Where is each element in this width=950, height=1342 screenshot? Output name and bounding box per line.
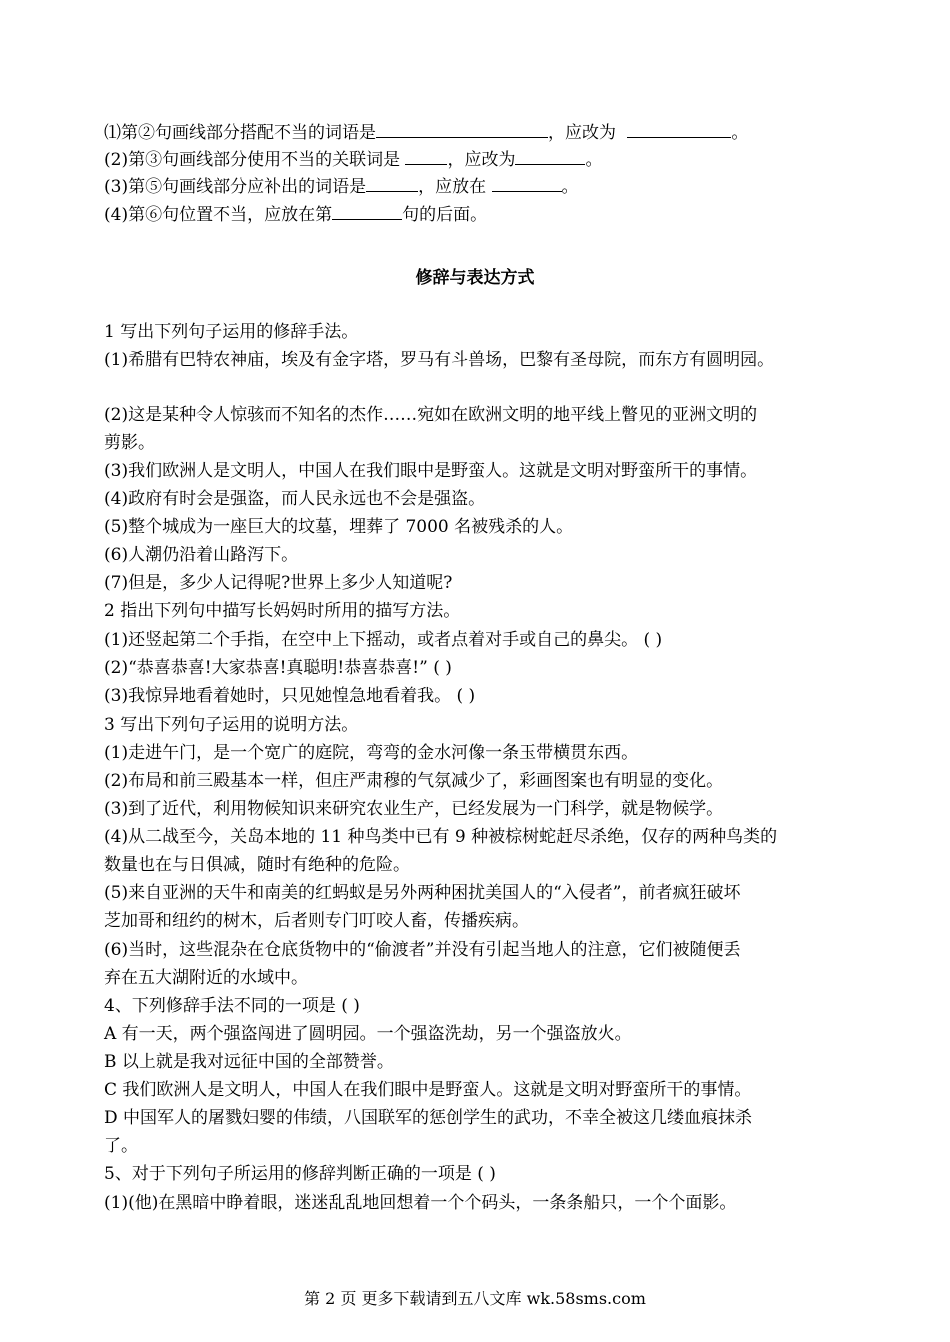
fill-item-text: (3)第⑤句画线部分应补出的词语是 bbox=[104, 177, 367, 197]
body-line: (2)布局和前三殿基本一样，但庄严肃穆的气氛减少了，彩画图案也有明显的变化。 bbox=[104, 771, 724, 791]
body-line: (4)政府有时会是强盗，而人民永远也不会是强盗。 bbox=[104, 489, 486, 509]
answer-blank bbox=[332, 204, 402, 220]
body-line: B 以上就是我对远征中国的全部赞誉。 bbox=[104, 1052, 394, 1072]
fill-item-text: 。 bbox=[731, 123, 749, 143]
fill-item-text: ，应改为 bbox=[447, 150, 516, 170]
body-line: 剪影。 bbox=[104, 433, 155, 453]
body-line: (6)人潮仍沿着山路泻下。 bbox=[104, 545, 299, 565]
body-line: (1)(他)在黑暗中睁着眼，迷迷乱乱地回想着一个个码头，一条条船只，一个个面影。 bbox=[104, 1193, 737, 1213]
answer-blank bbox=[376, 122, 548, 138]
section-title: 修辞与表达方式 bbox=[415, 268, 535, 288]
answer-blank bbox=[627, 122, 731, 138]
answer-blank bbox=[366, 176, 418, 192]
fill-item-text: 句的后面。 bbox=[402, 205, 488, 225]
fill-item-text: 。 bbox=[561, 177, 579, 197]
body-line: 弃在五大湖附近的水域中。 bbox=[104, 968, 308, 988]
body-line: 3 写出下列句子运用的说明方法。 bbox=[104, 715, 359, 735]
body-line: 了。 bbox=[104, 1136, 138, 1156]
answer-blank bbox=[515, 149, 585, 165]
body-line: (2)这是某种令人惊骇而不知名的杰作……宛如在欧洲文明的地平线上瞥见的亚洲文明的 bbox=[104, 405, 758, 425]
answer-blank bbox=[492, 176, 562, 192]
fill-item-text: ，应改为 bbox=[548, 123, 622, 143]
body-line: 2 指出下列句中描写长妈妈时所用的描写方法。 bbox=[104, 601, 461, 621]
body-line: 数量也在与日俱减，随时有绝种的危险。 bbox=[104, 855, 410, 875]
page-footer: 第 2 页 更多下载请到五八文库 wk.58sms.com bbox=[304, 1289, 646, 1308]
body-line: (5)来自亚洲的天牛和南美的红蚂蚁是另外两种困扰美国人的“入侵者”，前者疯狂破坏 bbox=[104, 883, 741, 903]
body-line: 1 写出下列句子运用的修辞手法。 bbox=[104, 322, 359, 342]
body-line: (5)整个城成为一座巨大的坟墓，埋葬了 7000 名被残杀的人。 bbox=[104, 517, 574, 537]
fill-item-3 bbox=[104, 176, 579, 197]
body-line: C 我们欧洲人是文明人，中国人在我们眼中是野蛮人。这就是文明对野蛮所干的事情。 bbox=[104, 1080, 752, 1100]
fill-item-text: (2)第③句画线部分使用不当的关联词是 bbox=[104, 150, 406, 170]
body-line: (4)从二战至今，关岛本地的 11 种鸟类中已有 9 种被棕树蛇赶尽杀绝，仅存的两种鸟类的 bbox=[104, 827, 778, 847]
fill-item-text: ⑴第②句画线部分搭配不当的词语是 bbox=[104, 123, 376, 143]
body-line: 5、对于下列句子所运用的修辞判断正确的一项是 ( ) bbox=[104, 1164, 496, 1184]
body-line: (3)我们欧洲人是文明人，中国人在我们眼中是野蛮人。这就是文明对野蛮所干的事情。 bbox=[104, 461, 758, 481]
fill-item-1 bbox=[104, 122, 748, 143]
body-line: (1)走进午门，是一个宽广的庭院，弯弯的金水河像一条玉带横贯东西。 bbox=[104, 743, 639, 763]
body-line: A 有一天，两个强盗闯进了圆明园。一个强盗洗劫，另一个强盗放火。 bbox=[104, 1024, 632, 1044]
body-line: D 中国军人的屠戮妇婴的伟绩，八国联军的惩创学生的武功，不幸全被这几缕血痕抹杀 bbox=[104, 1108, 753, 1128]
body-line: (6)当时，这些混杂在仓底货物中的“偷渡者”并没有引起当地人的注意，它们被随便丢 bbox=[104, 940, 741, 960]
fill-item-4 bbox=[104, 204, 487, 225]
fill-item-text: ，应放在 bbox=[418, 177, 492, 197]
body-line: (1)希腊有巴特农神庙，埃及有金字塔，罗马有斗兽场，巴黎有圣母院，而东方有圆明园。 bbox=[104, 350, 775, 370]
body-line: (1)还竖起第二个手指，在空中上下摇动，或者点着对手或自己的鼻尖。 ( ) bbox=[104, 630, 663, 650]
body-line: (2)“恭喜恭喜!大家恭喜!真聪明!恭喜恭喜!” ( ) bbox=[104, 658, 452, 678]
fill-item-2 bbox=[104, 149, 602, 170]
body-line: (3)我惊异地看着她时，只见她惶急地看着我。 ( ) bbox=[104, 686, 476, 706]
body-line: 芝加哥和纽约的树木，后者则专门叮咬人畜，传播疾病。 bbox=[104, 911, 529, 931]
body-line: 4、下列修辞手法不同的一项是 ( ) bbox=[104, 996, 360, 1016]
answer-blank bbox=[405, 149, 447, 165]
fill-item-text: (4)第⑥句位置不当，应放在第 bbox=[104, 205, 333, 225]
body-line: (7)但是，多少人记得呢?世界上多少人知道呢? bbox=[104, 573, 453, 593]
body-line: (3)到了近代，利用物候知识来研究农业生产，已经发展为一门科学，就是物候学。 bbox=[104, 799, 724, 819]
fill-item-text: 。 bbox=[585, 150, 603, 170]
